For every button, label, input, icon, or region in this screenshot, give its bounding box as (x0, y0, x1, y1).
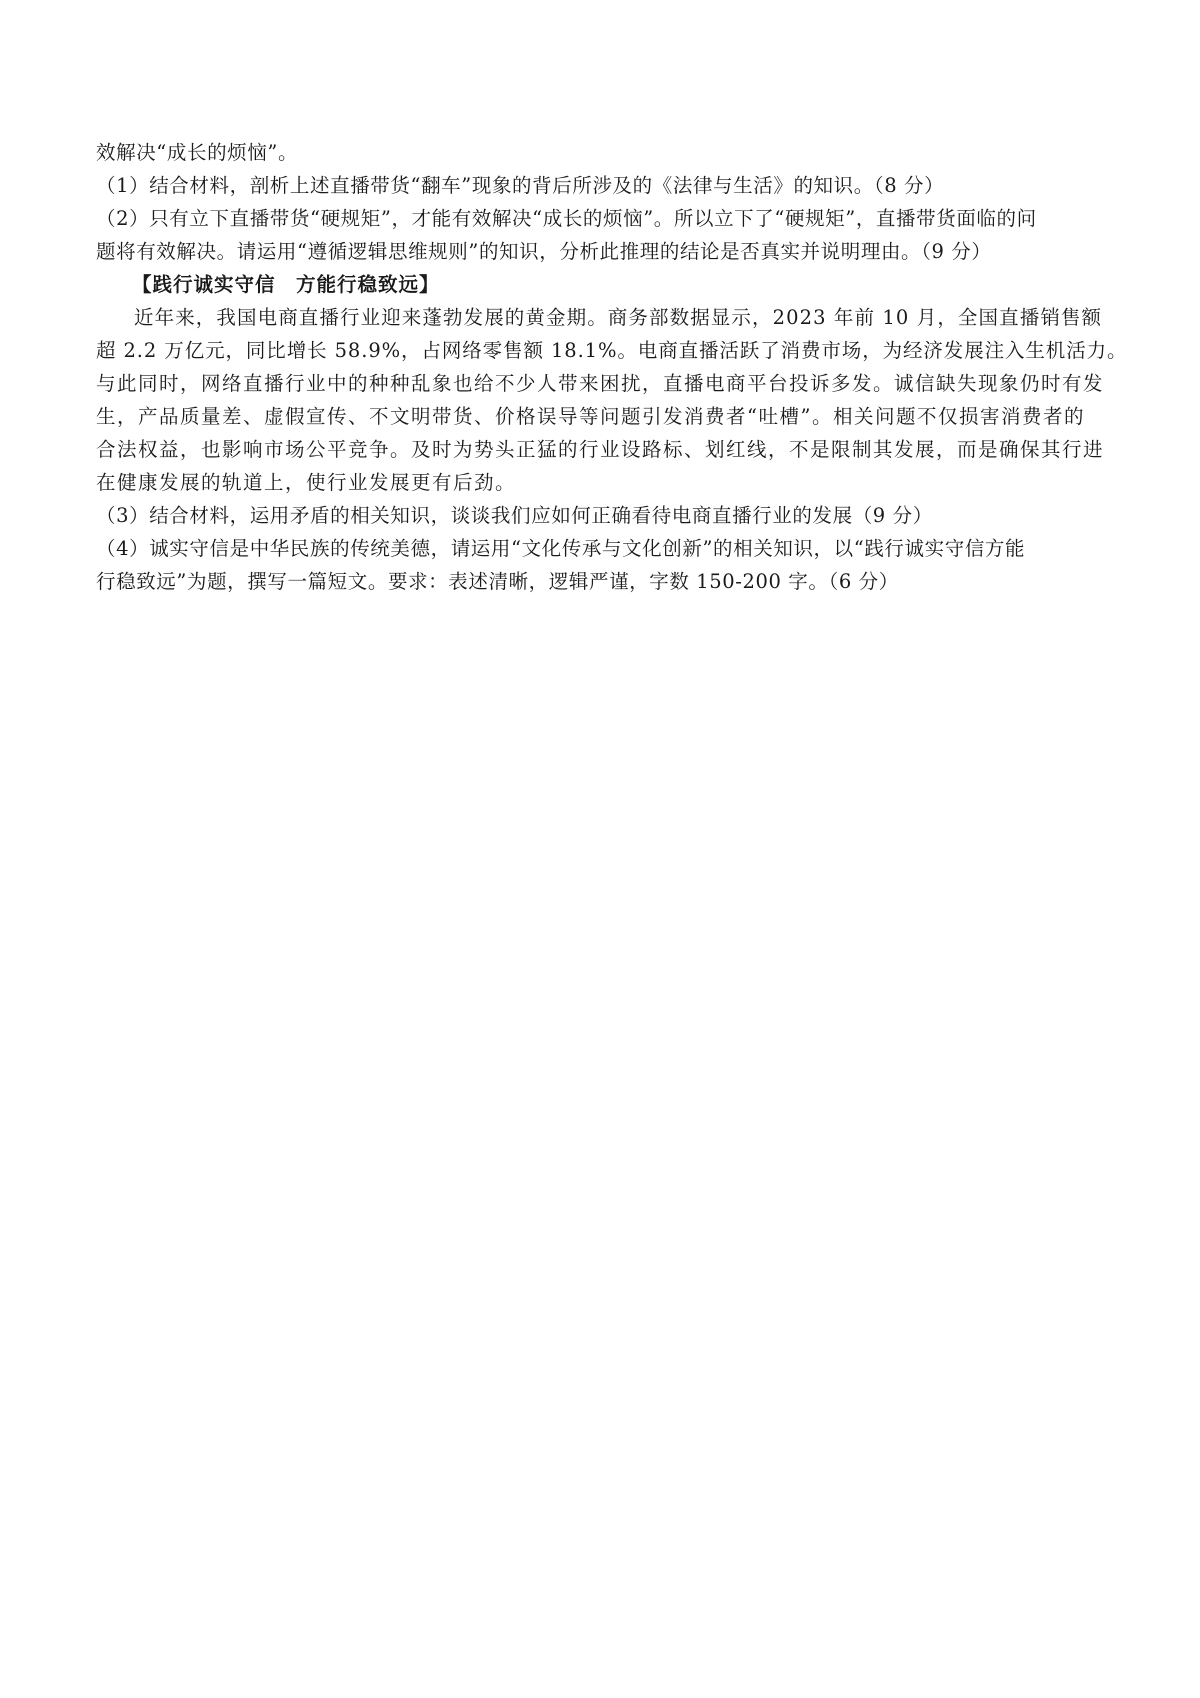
section-title: 【践行诚实守信 方能行稳致远】 (132, 273, 440, 296)
material-paragraph (96, 301, 1128, 499)
document-body (96, 136, 1128, 598)
material-line: 在健康发展的轨道上，使行业发展更有后劲。 (96, 471, 517, 494)
question-4-line-2: 行稳致远”为题，撰写一篇短文。要求：表述清晰，逻辑严谨，字数 150-200 字。（6 分） (96, 570, 899, 593)
question-1: （1）结合材料，剖析上述直播带货“翻车”现象的背后所涉及的《法律与生活》的知识。（8 分） (96, 174, 945, 197)
continuation-text: 效解决“成长的烦恼”。 (96, 141, 299, 164)
material-line: 生，产品质量差、虚假宣传、不文明带货、价格误导等问题引发消费者“吐槽”。相关问题不仅损害消费者的 (96, 405, 1085, 428)
material-line: 与此同时，网络直播行业中的种种乱象也给不少人带来困扰，直播电商平台投诉多发。诚信缺失现象仍时有发 (96, 372, 1105, 395)
question-2-line-1: （2）只有立下直播带货“硬规矩”，才能有效解决“成长的烦恼”。所以立下了“硬规矩”，直播带货面临的问 (96, 207, 1037, 230)
material-line: 超 2.2 万亿元，同比增长 58.9%，占网络零售额 18.1%。电商直播活跃了消费市场，为经济发展注入生机活力。 (96, 339, 1128, 362)
material-line: 近年来，我国电商直播行业迎来蓬勃发展的黄金期。商务部数据显示，2023 年前 10 月，全国直播销售额 (134, 306, 1103, 329)
question-2-line-2: 题将有效解决。请运用“遵循逻辑思维规则”的知识，分析此推理的结论是否真实并说明理由。（9 分） (96, 240, 992, 263)
material-line: 合法权益，也影响市场公平竞争。及时为势头正猛的行业设路标、划红线，不是限制其发展，而是确保其行进 (96, 438, 1105, 461)
question-4-line-1: （4）诚实守信是中华民族的传统美德，请运用“文化传承与文化创新”的相关知识，以“践行诚实守信方能 (96, 537, 1026, 560)
question-3: （3）结合材料，运用矛盾的相关知识，谈谈我们应如何正确看待电商直播行业的发展（9 分） (96, 504, 933, 527)
